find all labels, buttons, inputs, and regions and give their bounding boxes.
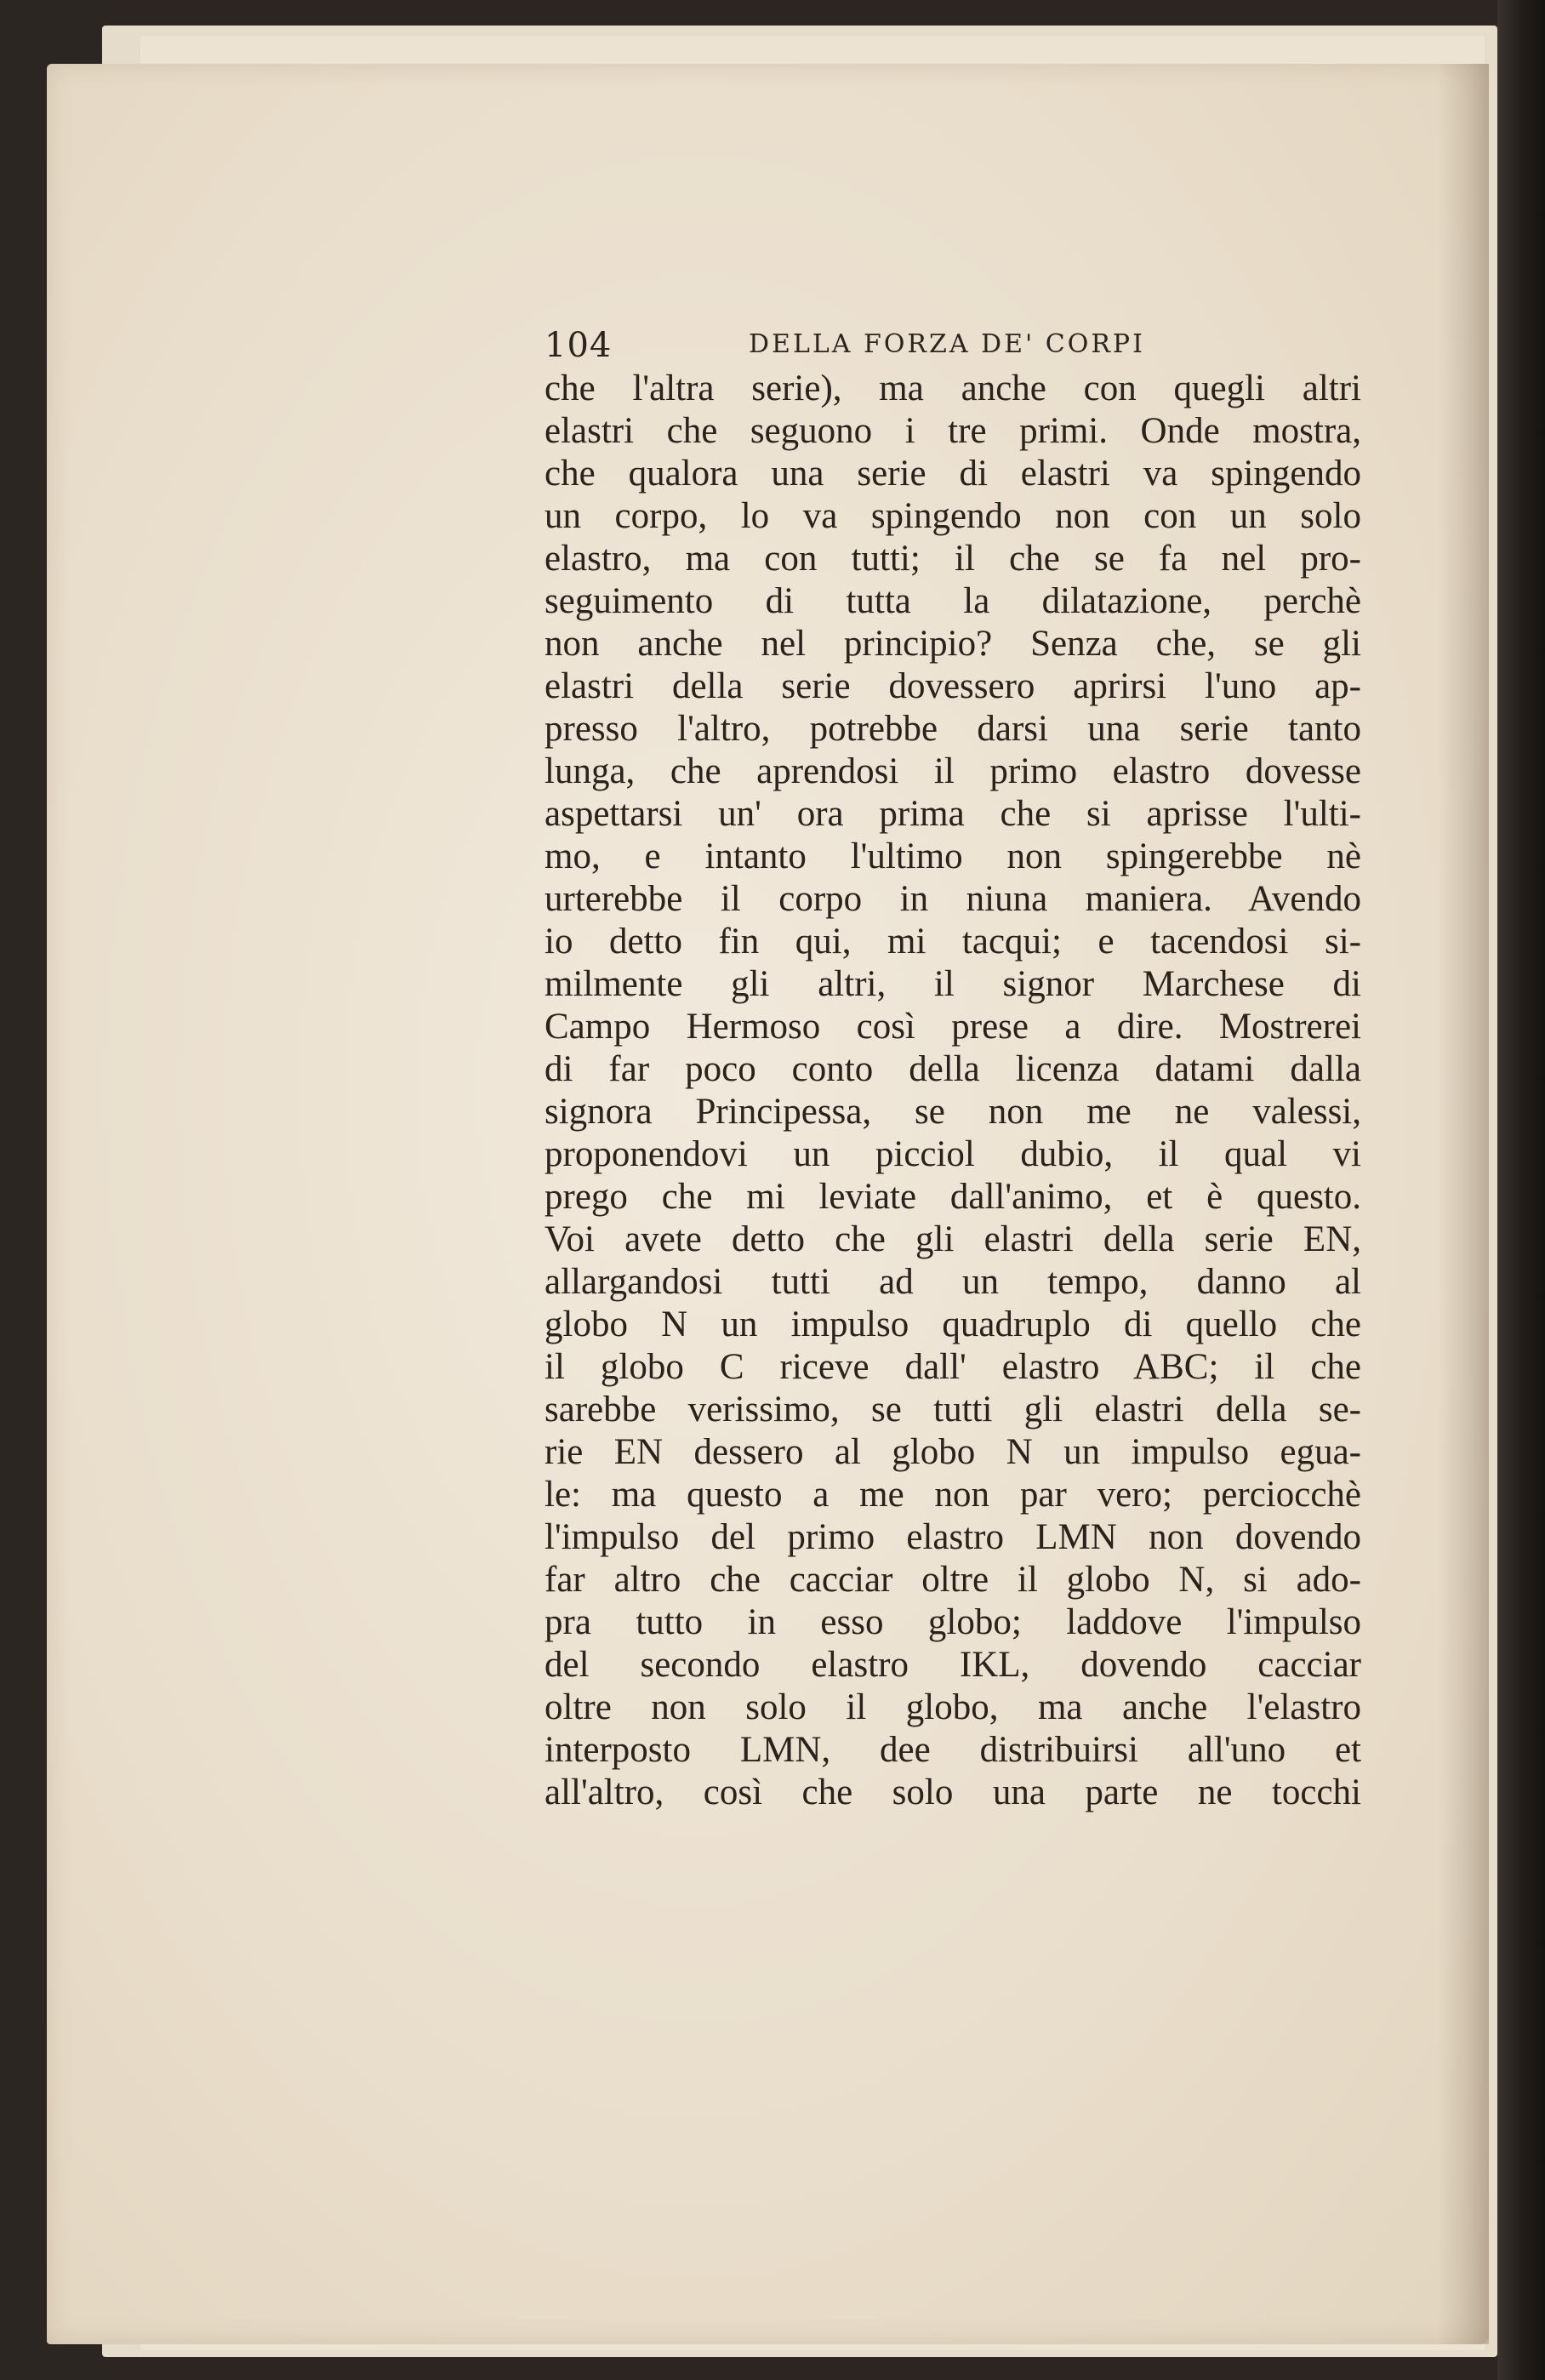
text-line: Campo Hermoso così prese a dire. Mostrerei	[544, 1007, 1361, 1047]
text-line: il globo C riceve dall' elastro ABC; il che	[544, 1347, 1361, 1387]
text-line: aspettarsi un' ora prima che si aprisse l'ulti-	[544, 794, 1361, 834]
text-line: che qualora una serie di elastri va spingendo	[544, 454, 1361, 494]
text-line: all'altro, così che solo una parte ne tocchi	[544, 1772, 1361, 1812]
gutter-shadow	[1438, 64, 1489, 2344]
text-line: elastri che seguono i tre primi. Onde mostra,	[544, 411, 1361, 451]
text-line: le: ma questo a me non par vero; perciocchè	[544, 1475, 1361, 1515]
text-line: un corpo, lo va spingendo non con un solo	[544, 496, 1361, 536]
text-line: lunga, che aprendosi il primo elastro dovesse	[544, 751, 1361, 791]
running-head: DELLA FORZA DE' CORPI	[749, 329, 1145, 359]
text-line: Voi avete detto che gli elastri della serie EN,	[544, 1219, 1361, 1259]
text-line: far altro che cacciar oltre il globo N, si ado-	[544, 1560, 1361, 1600]
text-line: pra tutto in esso globo; laddove l'impulso	[544, 1602, 1361, 1642]
text-line: seguimento di tutta la dilatazione, perchè	[544, 581, 1361, 621]
text-line: prego che mi leviate dall'animo, et è questo.	[544, 1177, 1361, 1217]
page-number: 104	[544, 326, 613, 365]
text-line: io detto fin qui, mi tacqui; e tacendosi si-	[544, 922, 1361, 962]
text-line: mo, e intanto l'ultimo non spingerebbe nè	[544, 836, 1361, 876]
text-line: presso l'altro, potrebbe darsi una serie tanto	[544, 709, 1361, 749]
text-line: del secondo elastro IKL, dovendo cacciar	[544, 1645, 1361, 1685]
text-line: allargandosi tutti ad un tempo, danno al	[544, 1262, 1361, 1302]
text-line: urterebbe il corpo in niuna maniera. Avendo	[544, 879, 1361, 919]
text-line: globo N un impulso quadruplo di quello che	[544, 1304, 1361, 1344]
body-text	[544, 368, 1361, 1814]
text-line: che l'altra serie), ma anche con quegli altri	[544, 368, 1361, 408]
text-line: oltre non solo il globo, ma anche l'elastro	[544, 1687, 1361, 1727]
text-line: elastri della serie dovessero aprirsi l'uno ap-	[544, 666, 1361, 706]
text-line: proponendovi un picciol dubio, il qual vi	[544, 1134, 1361, 1174]
text-line: non anche nel principio? Senza che, se gli	[544, 624, 1361, 664]
text-line: sarebbe verissimo, se tutti gli elastri della se-	[544, 1390, 1361, 1430]
text-line: di far poco conto della licenza datami dalla	[544, 1049, 1361, 1089]
text-line: elastro, ma con tutti; il che se fa nel pro-	[544, 539, 1361, 579]
text-line: interposto LMN, dee distribuirsi all'uno et	[544, 1730, 1361, 1770]
text-line: l'impulso del primo elastro LMN non dovendo	[544, 1517, 1361, 1557]
text-line: signora Principessa, se non me ne valessi,	[544, 1092, 1361, 1132]
text-line: rie EN dessero al globo N un impulso egua-	[544, 1432, 1361, 1472]
text-line: milmente gli altri, il signor Marchese di	[544, 964, 1361, 1004]
book-spine-shadow	[1497, 0, 1545, 2380]
